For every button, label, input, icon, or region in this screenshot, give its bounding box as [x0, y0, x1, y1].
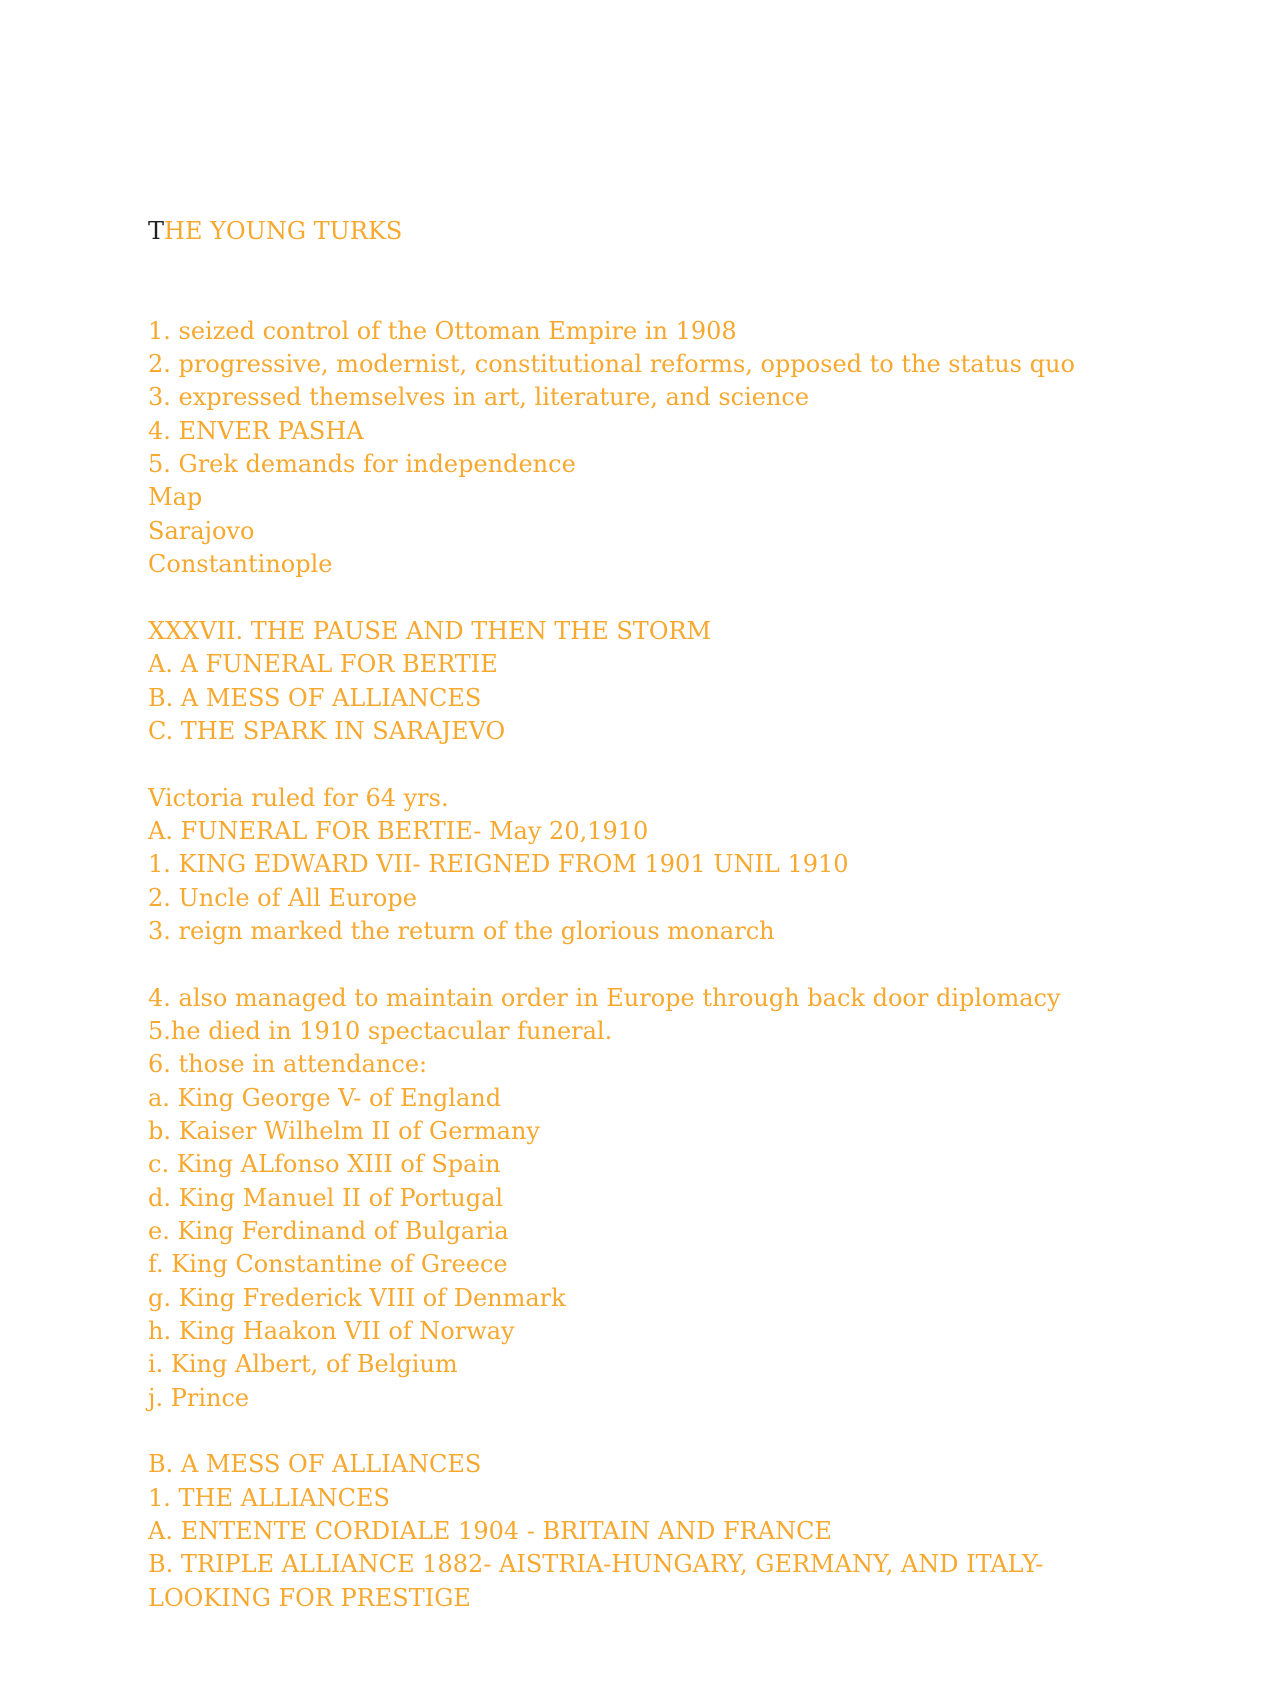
- title-first-letter: T: [148, 216, 165, 245]
- text-line: a. King George V- of England: [148, 1083, 502, 1112]
- blank-line: [148, 748, 1148, 781]
- text-line: B. A MESS OF ALLIANCES: [148, 1450, 482, 1479]
- text-line: b. Kaiser Wilhelm II of Germany: [148, 1116, 540, 1145]
- text-line: Map: [148, 483, 203, 512]
- text-line: 2. Uncle of All Europe: [148, 883, 417, 912]
- text-line: d. King Manuel II of Portugal: [148, 1183, 504, 1212]
- text-line: Victoria ruled for 64 yrs.: [148, 783, 449, 812]
- text-line: 1. seized control of the Ottoman Empire in 1908: [148, 316, 737, 345]
- text-line: 5. Grek demands for independence: [148, 450, 576, 479]
- text-line: Sarajovo: [148, 516, 255, 545]
- text-line: e. King Ferdinand of Bulgaria: [148, 1217, 509, 1245]
- text-line: f. King Constantine of Greece: [148, 1250, 508, 1279]
- text-line: A. A FUNERAL FOR BERTIE: [148, 650, 498, 679]
- text-line: 5.he died in 1910 spectacular funeral.: [148, 1016, 613, 1045]
- blank-line: [148, 1415, 1148, 1448]
- text-line: g. King Frederick VIII of Denmark: [148, 1283, 566, 1312]
- text-line: 6. those in attendance:: [148, 1050, 428, 1079]
- blank-line: [148, 948, 1148, 981]
- blank-line: [148, 581, 1148, 614]
- text-line: j. Prince: [148, 1383, 250, 1412]
- text-line: Constantinople: [148, 550, 333, 579]
- text-line: h. King Haakon VII of Norway: [148, 1317, 515, 1346]
- document-lines: [148, 315, 1148, 1615]
- text-line: 3. reign marked the return of the glorious monarch: [148, 916, 775, 945]
- text-line: i. King Albert, of Belgium: [148, 1350, 458, 1379]
- text-line: B. A MESS OF ALLIANCES: [148, 683, 482, 712]
- text-line: 3. expressed themselves in art, literature, and science: [148, 383, 810, 412]
- document-body[interactable]: [148, 148, 1148, 1682]
- text-line: c. King ALfonso XIII of Spain: [148, 1150, 501, 1179]
- text-line: LOOKING FOR PRESTIGE: [148, 1583, 471, 1612]
- text-line: 2. progressive, modernist, constitutional reforms, opposed to the status quo: [148, 350, 1075, 379]
- document-title: [148, 215, 1148, 248]
- text-line: 4. also managed to maintain order in Europe through back door diplomacy: [148, 983, 1061, 1012]
- text-line: 1. KING EDWARD VII- REIGNED FROM 1901 UNIL 1910: [148, 850, 849, 879]
- text-line: C. THE SPARK IN SARAJEVO: [148, 716, 506, 745]
- text-line: B. TRIPLE ALLIANCE 1882- AISTRIA-HUNGARY, GERMANY, AND ITALY-: [148, 1550, 1044, 1579]
- title-rest: HE YOUNG TURKS: [164, 216, 403, 245]
- text-line: XXXVII. THE PAUSE AND THEN THE STORM: [148, 616, 712, 645]
- text-line: 4. ENVER PASHA: [148, 416, 364, 445]
- text-line: 1. THE ALLIANCES: [148, 1483, 390, 1512]
- text-line: A. FUNERAL FOR BERTIE- May 20,1910: [148, 816, 649, 845]
- text-line: A. ENTENTE CORDIALE 1904 - BRITAIN AND FRANCE: [148, 1517, 832, 1546]
